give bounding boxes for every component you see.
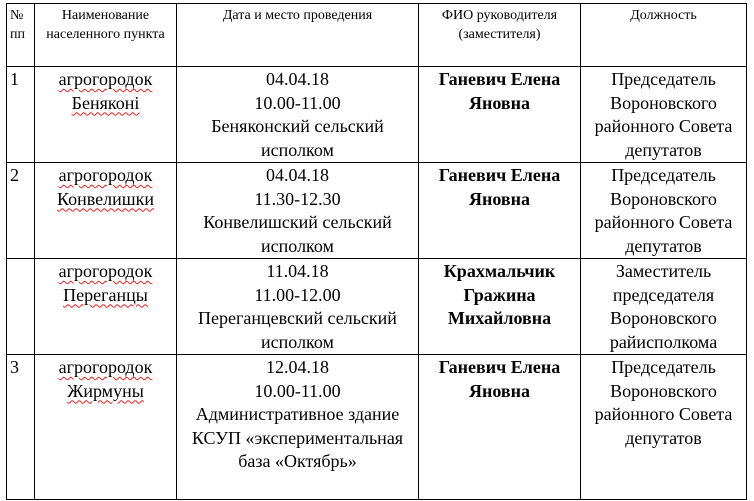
meeting-date: 11.04.18 [266, 261, 329, 281]
position-cell: Председатель Вороновского районного Совета депутатов [581, 67, 747, 163]
person-cell: Ганевич Елена Яновна [419, 67, 581, 163]
table-row [7, 355, 747, 500]
person-cell: Ганевич Елена Яновна [419, 355, 581, 500]
date-place-cell [177, 259, 419, 355]
meeting-place: Переганцевский сельский исполком [198, 308, 397, 352]
settlement-type: агрогородок [58, 69, 153, 89]
position-cell: Председатель Вороновского районного Совета депутатов [581, 355, 747, 500]
meeting-time: 10.00-11.00 [254, 380, 341, 401]
row-number: 3 [7, 355, 35, 500]
header-settlement: Наименование населенного пункта [35, 4, 177, 67]
person-cell: Ганевич Елена Яновна [419, 163, 581, 259]
header-date-place: Дата и место проведения [177, 4, 419, 67]
settlement-name: Переганцы [63, 284, 148, 305]
table-row [7, 259, 747, 355]
position-cell: Председатель Вороновского районного Совета депутатов [581, 163, 747, 259]
settlement-cell [35, 355, 177, 500]
meeting-place: Конвелишский сельский исполком [203, 212, 392, 256]
meeting-place: Административное здание КСУП «экспериментальная база «Октябрь» [191, 404, 404, 471]
table-row [7, 67, 747, 163]
settlement-name: Конвелишки [57, 188, 154, 209]
meeting-time: 10.00-11.00 [254, 92, 341, 113]
date-place-cell [177, 355, 419, 500]
settlement-name: Жирмуны [67, 380, 144, 401]
meeting-time: 11.00-12.00 [254, 284, 341, 305]
position-cell: Заместитель председателя Вороновского райисполкома [581, 259, 747, 355]
header-position: Должность [581, 4, 747, 67]
row-number: 1 [7, 67, 35, 163]
settlement-cell [35, 259, 177, 355]
settlement-name: Беняконі [71, 92, 140, 113]
row-number: 2 [7, 163, 35, 259]
header-number: № пп [7, 4, 35, 67]
settlement-type: агрогородок [58, 261, 153, 281]
meeting-date: 12.04.18 [266, 357, 329, 377]
date-place-cell [177, 163, 419, 259]
schedule-table [6, 3, 747, 500]
table-row [7, 163, 747, 259]
date-place-cell [177, 67, 419, 163]
meeting-place: Беняконский сельский исполком [211, 116, 384, 160]
meeting-date: 04.04.18 [266, 69, 329, 89]
table-header-row [7, 4, 747, 67]
settlement-cell [35, 163, 177, 259]
meeting-date: 04.04.18 [266, 165, 329, 185]
meeting-time: 11.30-12.30 [254, 188, 341, 209]
row-number [7, 259, 35, 355]
settlement-cell [35, 67, 177, 163]
settlement-type: агрогородок [58, 165, 153, 185]
person-cell: Крахмальчик Гражина Михайловна [419, 259, 581, 355]
settlement-type: агрогородок [58, 357, 153, 377]
header-person: ФИО руководителя (заместителя) [419, 4, 581, 67]
